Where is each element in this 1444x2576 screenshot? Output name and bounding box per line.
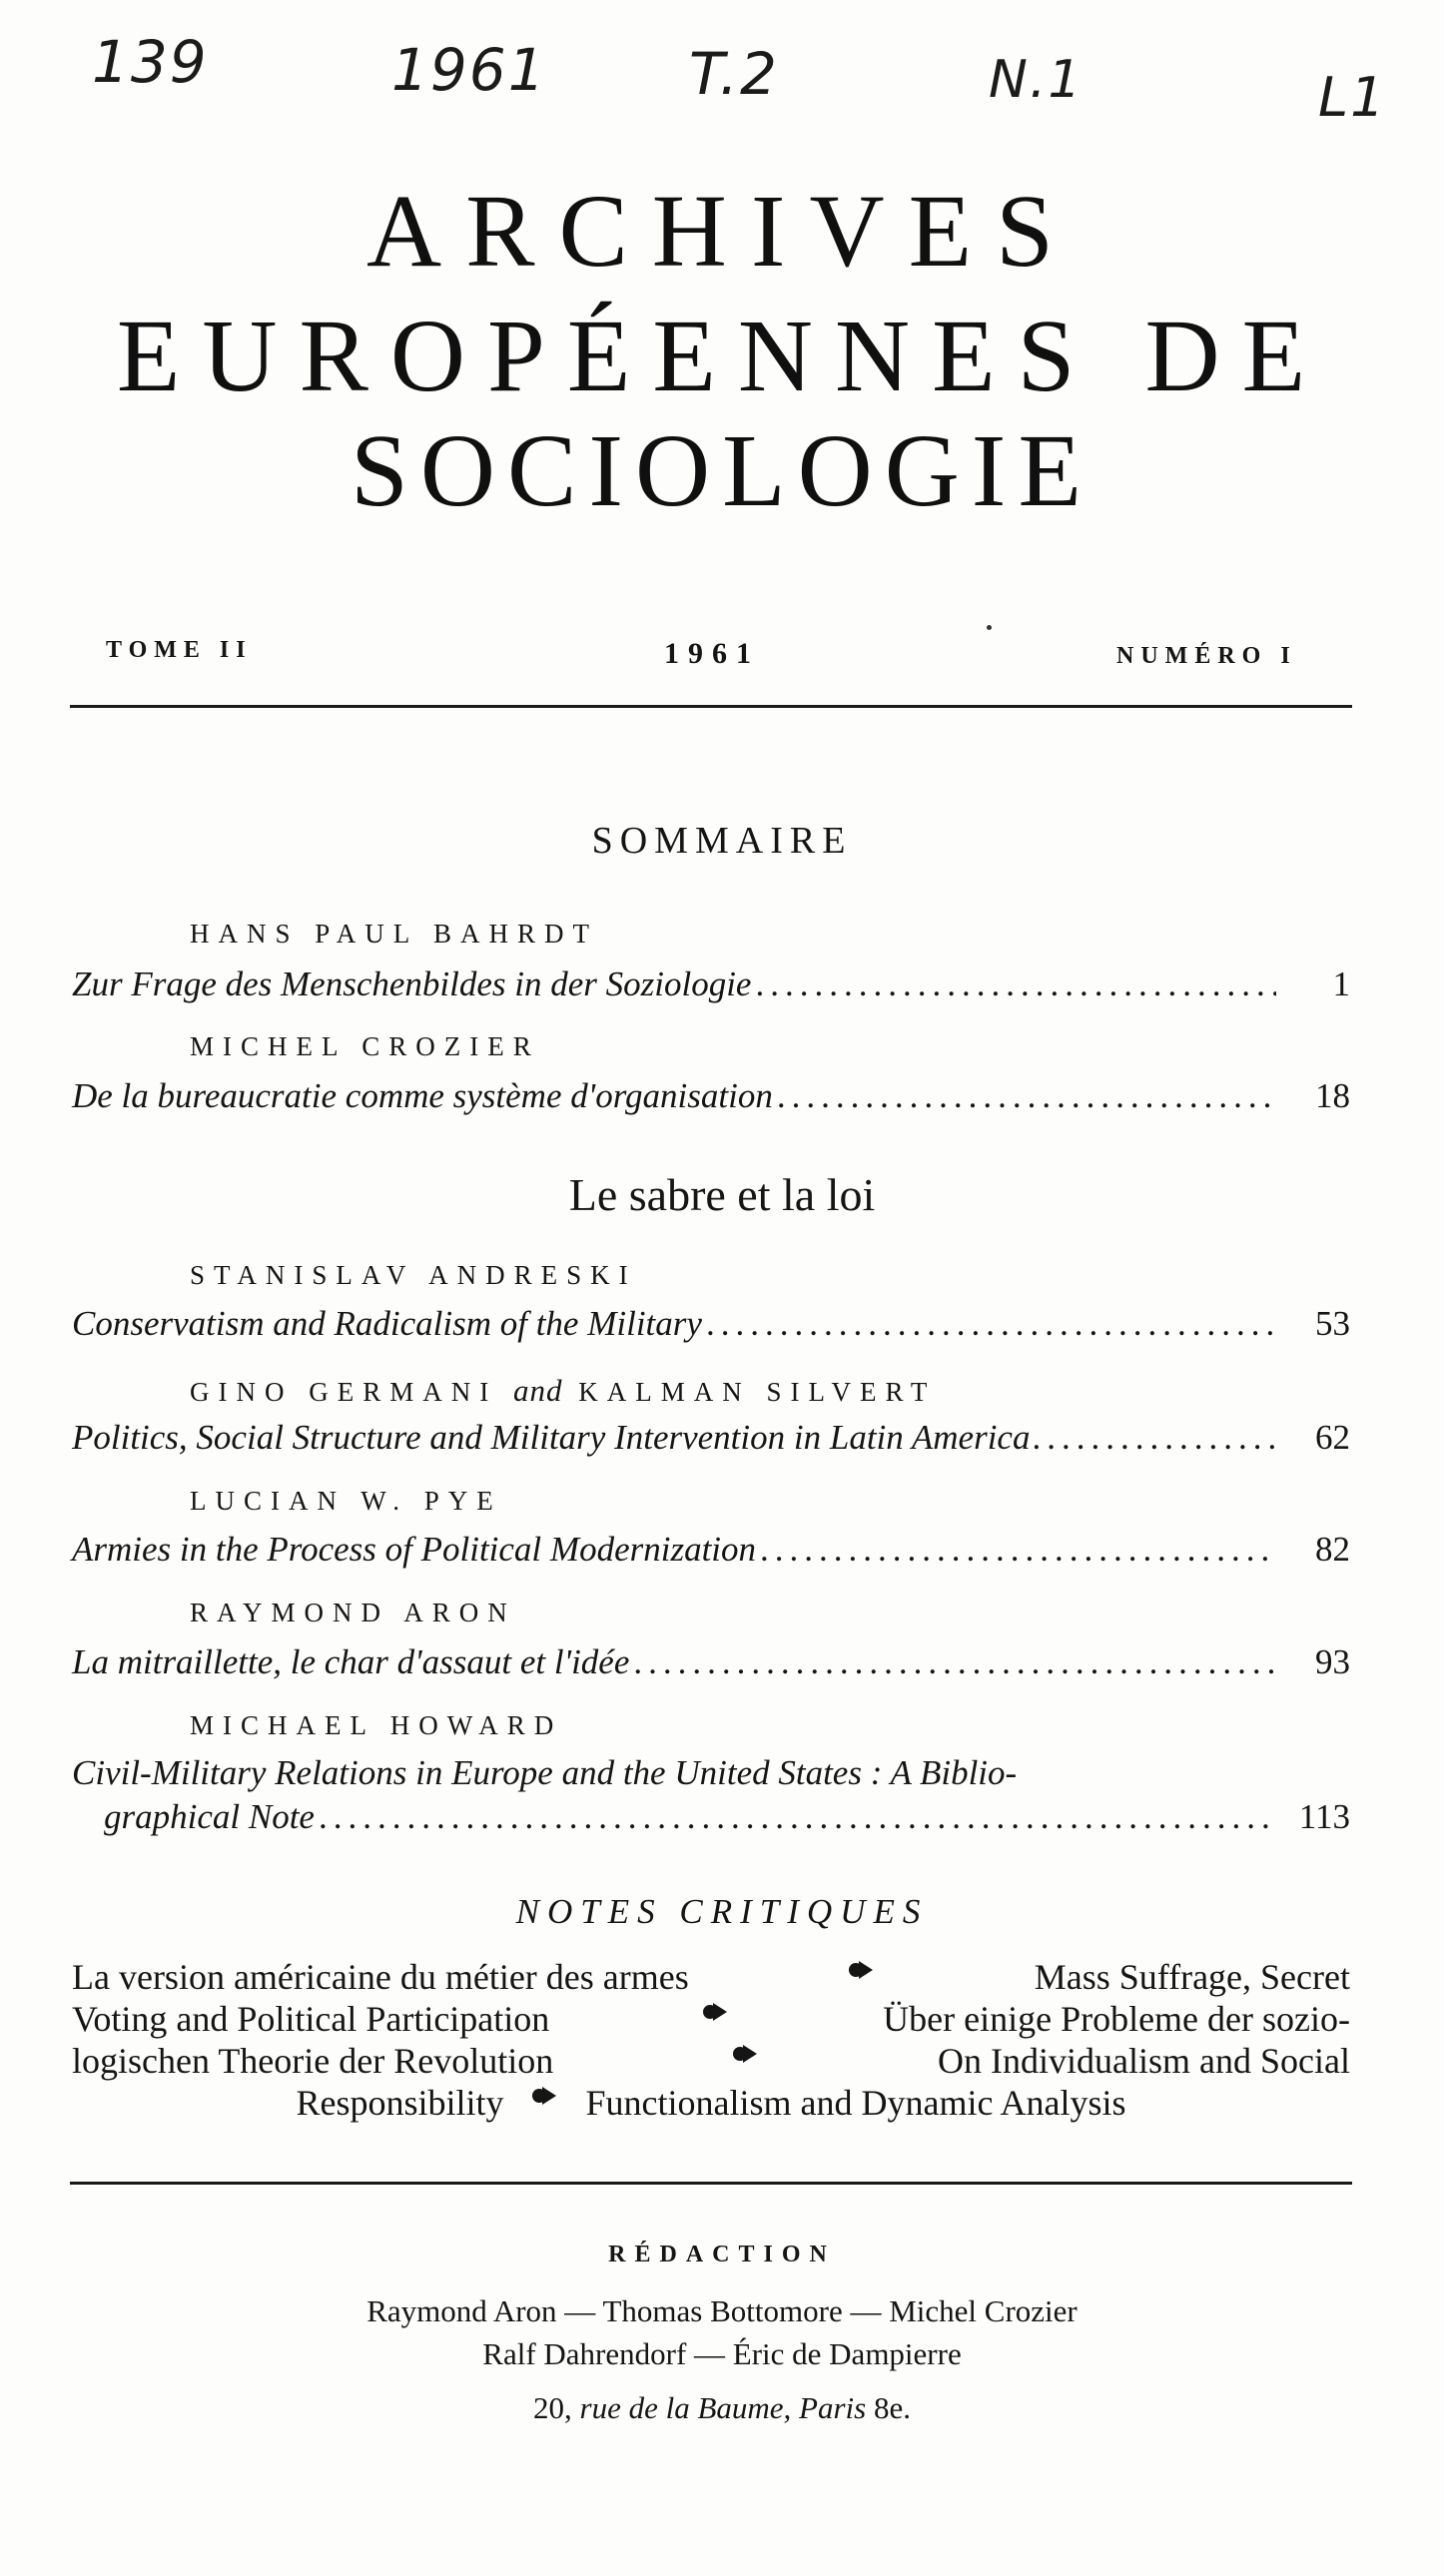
issue-year: 1961 bbox=[664, 637, 760, 670]
tome-label: TOME II bbox=[106, 637, 253, 663]
author-conjunction: and bbox=[512, 1373, 563, 1408]
notes-text: La version américaine du métier des armes bbox=[72, 1957, 689, 1997]
author-andreski: STANISLAV ANDRESKI bbox=[190, 1260, 637, 1290]
redaction-heading: RÉDACTION bbox=[608, 2242, 836, 2267]
journal-title-line-1: ARCHIVES bbox=[365, 174, 1079, 289]
leader-dots bbox=[1032, 1418, 1276, 1458]
toc-entry-pye bbox=[72, 1530, 1350, 1580]
author-bahrdt: HANS PAUL BAHRDT bbox=[190, 919, 599, 949]
leader-dots bbox=[755, 965, 1276, 1004]
entry-page-number: 113 bbox=[1298, 1797, 1350, 1836]
author-howard: MICHAEL HOWARD bbox=[190, 1710, 563, 1740]
notes-text: Über einige Probleme der sozio- bbox=[883, 1999, 1350, 2039]
leader-dots bbox=[777, 1076, 1276, 1116]
entry-title: De la bureaucratie comme système d'organisation bbox=[72, 1076, 773, 1115]
notes-text: Voting and Political Participation bbox=[72, 1999, 550, 2039]
ornament-separator-icon bbox=[703, 2001, 729, 2021]
leader-dots bbox=[633, 1642, 1276, 1682]
editorial-address bbox=[0, 2390, 1444, 2426]
ornament-separator-icon bbox=[849, 1959, 875, 1979]
handwritten-year: 1961 bbox=[391, 36, 547, 104]
toc-entry-howard bbox=[104, 1797, 1350, 1847]
sommaire-heading: SOMMAIRE bbox=[591, 820, 853, 862]
header-rule bbox=[70, 705, 1352, 708]
toc-entry-aron bbox=[72, 1642, 1350, 1692]
ornament-separator-icon bbox=[532, 2085, 558, 2105]
toc-entry-germani-silvert bbox=[72, 1418, 1350, 1468]
journal-title-line-3: SOCIOLOGIE bbox=[351, 413, 1093, 528]
entry-page-number: 1 bbox=[1332, 965, 1350, 1003]
redaction-editors-line-1: Raymond Aron — Thomas Bottomore — Michel Crozier bbox=[366, 2293, 1078, 2328]
entry-title: Conservatism and Radicalism of the Military bbox=[72, 1304, 702, 1343]
address-district: 8e. bbox=[873, 2390, 911, 2425]
author-germani: GINO GERMANI bbox=[190, 1377, 498, 1407]
address-city: Paris bbox=[799, 2390, 867, 2425]
notes-text: Responsibility bbox=[296, 2083, 504, 2123]
notes-text: On Individualism and Social bbox=[938, 2041, 1350, 2081]
toc-entry-crozier bbox=[72, 1076, 1350, 1126]
leader-dots bbox=[319, 1797, 1276, 1837]
author-silvert: KALMAN SILVERT bbox=[578, 1377, 937, 1407]
author-germani-silvert bbox=[190, 1373, 936, 1409]
author-crozier: MICHEL CROZIER bbox=[190, 1031, 540, 1061]
journal-title-line-2: EUROPÉENNES DE bbox=[116, 299, 1328, 413]
toc-entry-andreski bbox=[72, 1304, 1350, 1354]
entry-page-number: 62 bbox=[1315, 1418, 1350, 1457]
numero-label: NUMÉRO I bbox=[1116, 643, 1297, 669]
handwritten-catalog-number: 139 bbox=[92, 28, 209, 96]
footer-rule bbox=[70, 2182, 1352, 2185]
handwritten-number: N.1 bbox=[989, 50, 1083, 110]
notes-line-4 bbox=[72, 2085, 1350, 2121]
print-speck bbox=[987, 625, 992, 630]
entry-title: Politics, Social Structure and Military Intervention in Latin America bbox=[72, 1418, 1031, 1457]
entry-title: graphical Note bbox=[104, 1797, 315, 1836]
leader-dots bbox=[760, 1530, 1276, 1570]
address-street: rue de la Baume, bbox=[579, 2390, 792, 2425]
entry-title: Zur Frage des Menschenbildes in der Soziologie bbox=[72, 965, 752, 1003]
entry-page-number: 82 bbox=[1315, 1530, 1350, 1569]
notes-text: Mass Suffrage, Secret bbox=[1034, 1957, 1350, 1997]
subsection-heading: Le sabre et la loi bbox=[568, 1169, 876, 1220]
toc-entry-bahrdt bbox=[72, 965, 1350, 1014]
redaction-editors-line-2: Ralf Dahrendorf — Éric de Dampierre bbox=[482, 2336, 962, 2371]
notes-line-2 bbox=[72, 2001, 1350, 2037]
notes-critiques-heading: NOTES CRITIQUES bbox=[515, 1892, 929, 1931]
toc-entry-howard-line-1: Civil-Military Relations in Europe and the United States : A Biblio- bbox=[72, 1753, 1018, 1792]
author-pye: LUCIAN W. PYE bbox=[190, 1486, 502, 1516]
entry-page-number: 93 bbox=[1315, 1642, 1350, 1681]
entry-title: Armies in the Process of Political Modernization bbox=[72, 1530, 757, 1569]
notes-line-1 bbox=[72, 1959, 1350, 1995]
handwritten-shelf-mark: L1 bbox=[1318, 66, 1387, 129]
ornament-separator-icon bbox=[733, 2043, 759, 2063]
entry-page-number: 53 bbox=[1315, 1304, 1350, 1343]
notes-text: logischen Theorie der Revolution bbox=[72, 2041, 554, 2081]
entry-title: La mitraillette, le char d'assaut et l'idée bbox=[72, 1642, 630, 1681]
author-aron: RAYMOND ARON bbox=[190, 1598, 516, 1627]
leader-dots bbox=[706, 1304, 1276, 1344]
notes-line-3 bbox=[72, 2043, 1350, 2079]
handwritten-tome: T.2 bbox=[689, 40, 779, 108]
address-number: 20, bbox=[533, 2390, 572, 2425]
notes-text: Functionalism and Dynamic Analysis bbox=[585, 2083, 1126, 2123]
entry-page-number: 18 bbox=[1315, 1076, 1350, 1115]
